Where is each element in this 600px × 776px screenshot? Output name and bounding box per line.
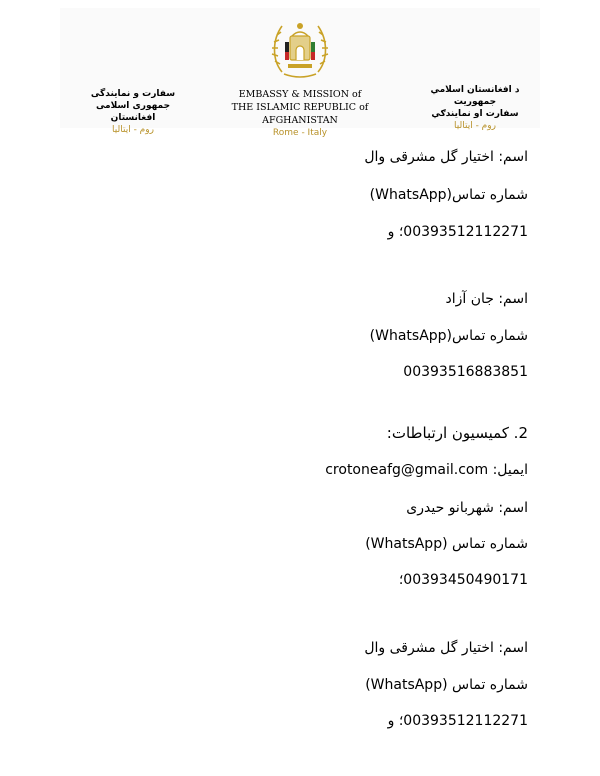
- contact-phone-label: شماره تماس(WhatsApp): [369, 328, 528, 344]
- contact-phone-label: شماره تماس (WhatsApp): [365, 536, 528, 552]
- contact-phone-label: شماره تماس (WhatsApp): [365, 677, 528, 693]
- contact-name: اسم: جان آزاد: [445, 291, 528, 307]
- contact-name: اسم: اختیار گل مشرقی وال: [364, 640, 528, 656]
- letterhead-dari: [78, 88, 188, 137]
- letterhead-english: [200, 89, 400, 140]
- english-city-line: Rome - Italy: [272, 128, 328, 139]
- contact-phone-number: 00393512112271؛ و: [387, 713, 528, 729]
- contact-phone-number: 00393516883851: [403, 364, 528, 380]
- pashto-city-line: روم - ایتالیا: [454, 121, 496, 132]
- pashto-embassy-line: سفارت او نمایندګي: [431, 109, 519, 120]
- pashto-republic-line: د افغانستان اسلامي جمهوریت: [430, 85, 520, 108]
- contact-name: اسم: شهربانو حیدری: [406, 500, 528, 516]
- english-republic-line: THE ISLAMIC REPUBLIC of AFGHANISTAN: [231, 101, 369, 126]
- letterhead-pashto: [410, 84, 540, 133]
- dari-embassy-line: سفارت و نمایندگی: [90, 89, 176, 99]
- section-heading-communications: 2. کمیسیون ارتباطات:: [386, 424, 528, 442]
- contact-phone-number: 00393450490171؛: [398, 572, 528, 588]
- afghanistan-national-emblem-icon: [268, 14, 332, 80]
- dari-city-line: روم - ایتالیا: [112, 125, 154, 136]
- email-line: ایمیل: crotoneafg@gmail.com: [325, 462, 528, 478]
- english-embassy-line: EMBASSY & MISSION of: [238, 89, 362, 100]
- contact-phone-label: شماره تماس(WhatsApp): [369, 187, 528, 203]
- contact-phone-number: 00393512112271؛ و: [387, 224, 528, 240]
- contact-name: اسم: اختیار گل مشرقی وال: [364, 149, 528, 165]
- dari-republic-line: جمهوری اسلامی افغانستان: [95, 101, 171, 124]
